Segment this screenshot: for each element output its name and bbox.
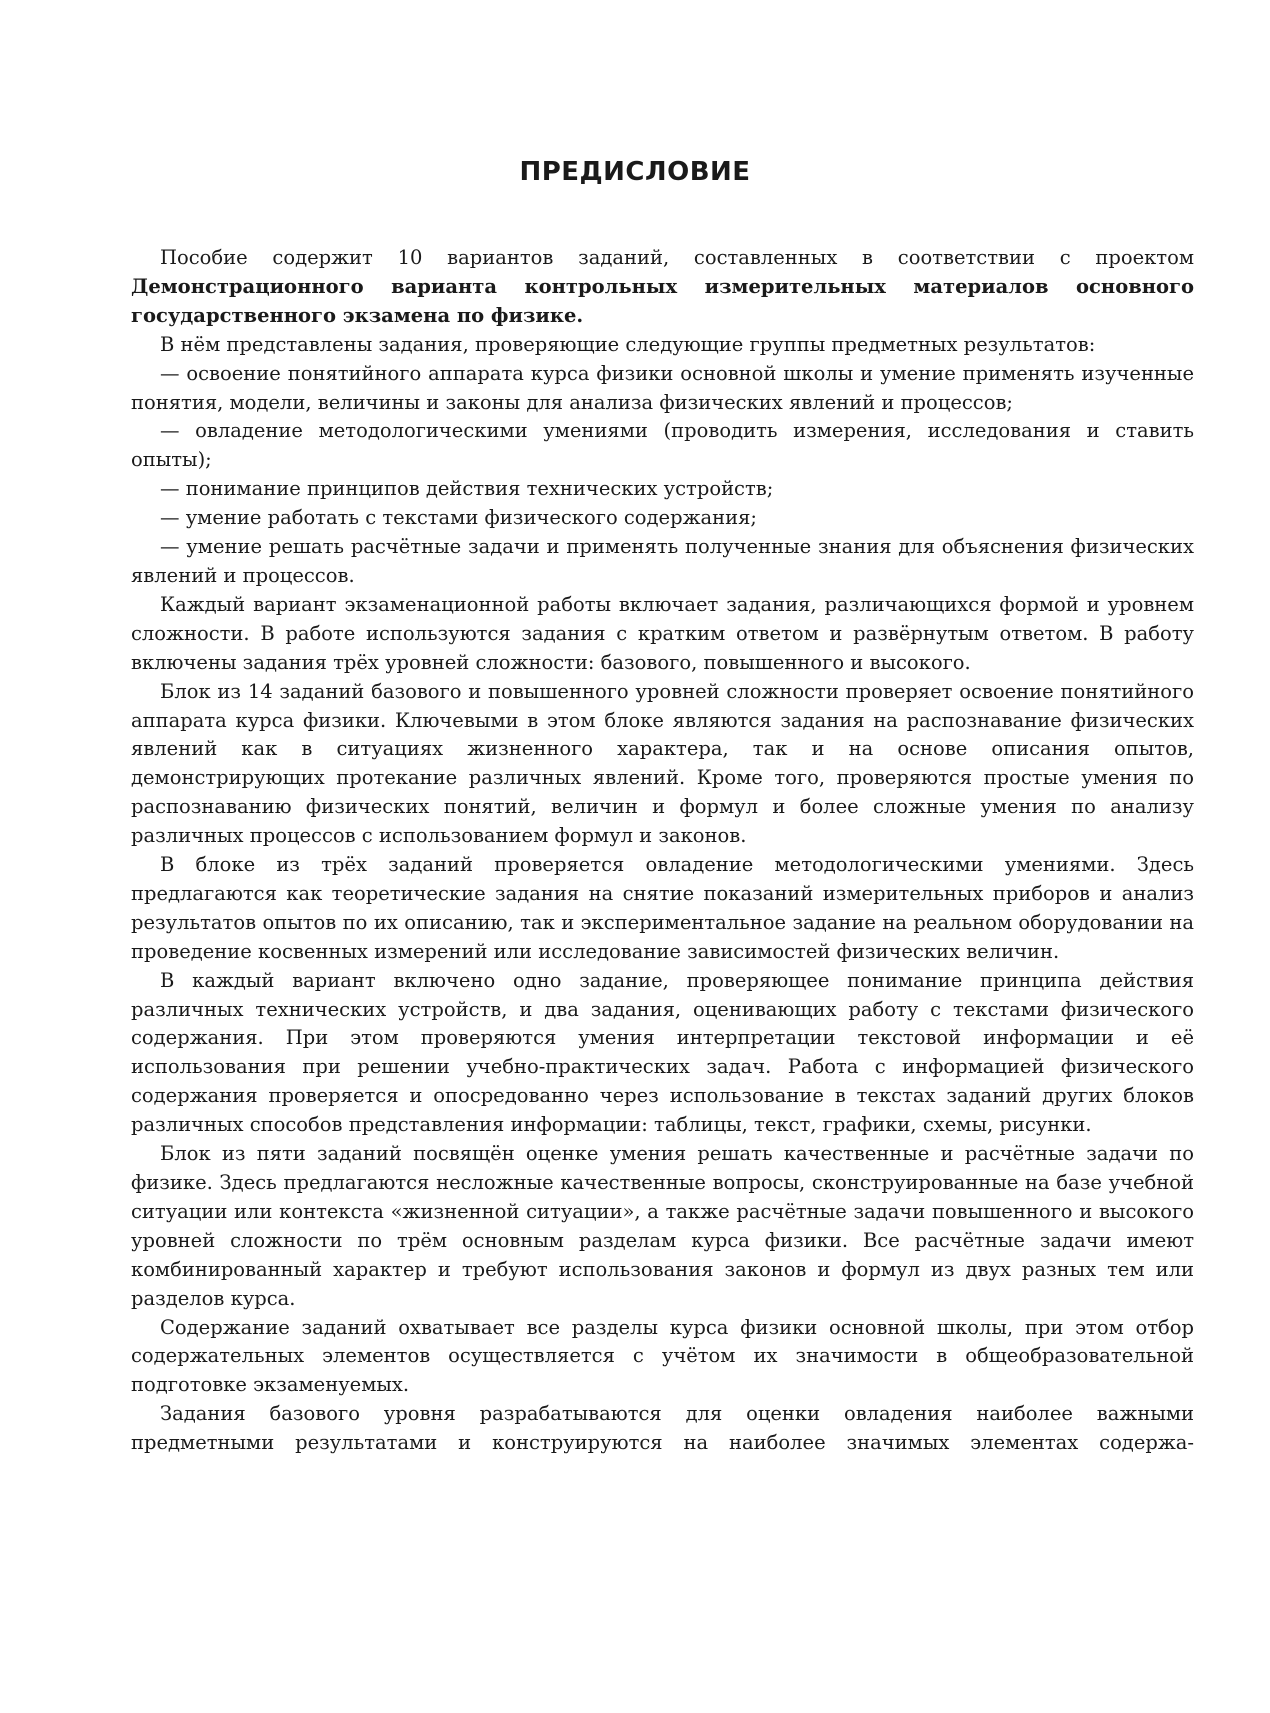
paragraph — [131, 1400, 1194, 1458]
paragraph — [131, 678, 1194, 851]
paragraph — [131, 417, 1194, 475]
paragraph — [131, 504, 1194, 533]
text-segment: Каждый вариант экзаменационной работы включает задания, различающихся формой и уровнем сложности. В работе используются задания с кратким ответом и развёрнутым ответом. В работу включены задания трёх уровней сложности: базового, повышенного и высокого. — [131, 592, 1194, 674]
text-segment: Задания базового уровня разрабатываются для оценки овладения наиболее важными предметными результатами и конструируются на наиболее значимых элементах содержа- — [131, 1402, 1194, 1455]
body-text — [131, 244, 1194, 1458]
text-segment: — овладение методологическими умениями (проводить измерения, исследования и ставить опыты); — [131, 419, 1194, 472]
text-segment: — освоение понятийного аппарата курса физики основной школы и умение применять изученные понятия, модели, величины и законы для анализа физических явлений и процессов; — [131, 361, 1194, 414]
paragraph — [131, 851, 1194, 967]
text-segment: Пособие содержит 10 вариантов заданий, составленных в соответствии с проектом — [160, 246, 1194, 269]
paragraph — [131, 591, 1194, 678]
text-segment: Содержание заданий охватывает все разделы курса физики основной школы, при этом отбор содержательных элементов осуществляется с учётом их значимости в общеобразовательной подготовке экзаменуемых. — [131, 1315, 1194, 1397]
text-segment: В блоке из трёх заданий проверяется овладение методологическими умениями. Здесь предлагаются как теоретические задания на снятие показаний измерительных приборов и анализ результатов опытов по их описанию, так и экспериментальное задание на реальном оборудовании на проведение косвенных измерений или исследование зависимостей физических величин. — [131, 853, 1194, 963]
text-segment: — умение решать расчётные задачи и применять полученные знания для объяснения физических явлений и процессов. — [131, 535, 1194, 587]
paragraph — [131, 475, 1194, 504]
page-title: ПРЕДИСЛОВИЕ — [519, 157, 751, 187]
text-segment: В нём представлены задания, проверяющие следующие группы предметных результатов: — [160, 332, 1096, 356]
text-segment: — понимание принципов действия технических устройств; — [160, 477, 774, 501]
paragraph — [131, 967, 1194, 1140]
paragraph — [131, 1314, 1194, 1401]
text-segment: Блок из 14 заданий базового и повышенного уровней сложности проверяет освоение понятийного аппарата курса физики. Ключевыми в этом блоке являются задания на распознавание физических явлений как в ситуациях жизненного характера, так и на основе описания опытов, демонстрирующих протекание различных явлений. Кроме того, проверяются простые умения по распознаванию физических понятий, величин и формул и более сложные умения по анализу различных процессов с использованием формул и законов. — [131, 679, 1194, 848]
paragraph — [131, 1140, 1194, 1313]
paragraph — [131, 244, 1194, 331]
paragraph — [131, 360, 1194, 418]
text-segment: В каждый вариант включено одно задание, проверяющее понимание принципа действия различных технических устройств, и два задания, оценивающих работу с текстами физического содержания. При этом проверяются умения интерпретации текстовой информации и её использования при решении учебно-практических задач. Работа с информацией физического содержания проверяется и опосредованно через использование в текстах заданий других блоков различных способов представления информации: таблицы, текст, графики, схемы, рисунки. — [131, 968, 1194, 1137]
bold-text-segment: Демонстрационного варианта контрольных измерительных материалов основного государственного экзамена по физике. — [131, 274, 1194, 327]
text-segment: Блок из пяти заданий посвящён оценке умения решать качественные и расчётные задачи по физике. Здесь предлагаются несложные качественные вопросы, сконструированные на базе учебной ситуации или контекста «жизненной ситуации», а также расчётные задачи повышенного и высокого уровней сложности по трём основным разделам курса физики. Все расчётные задачи имеют комбинированный характер и требуют использования законов и формул из двух разных тем или разделов курса. — [131, 1142, 1194, 1310]
text-segment: — умение работать с текстами физического содержания; — [160, 506, 757, 530]
paragraph — [131, 533, 1194, 591]
paragraph — [131, 331, 1194, 360]
